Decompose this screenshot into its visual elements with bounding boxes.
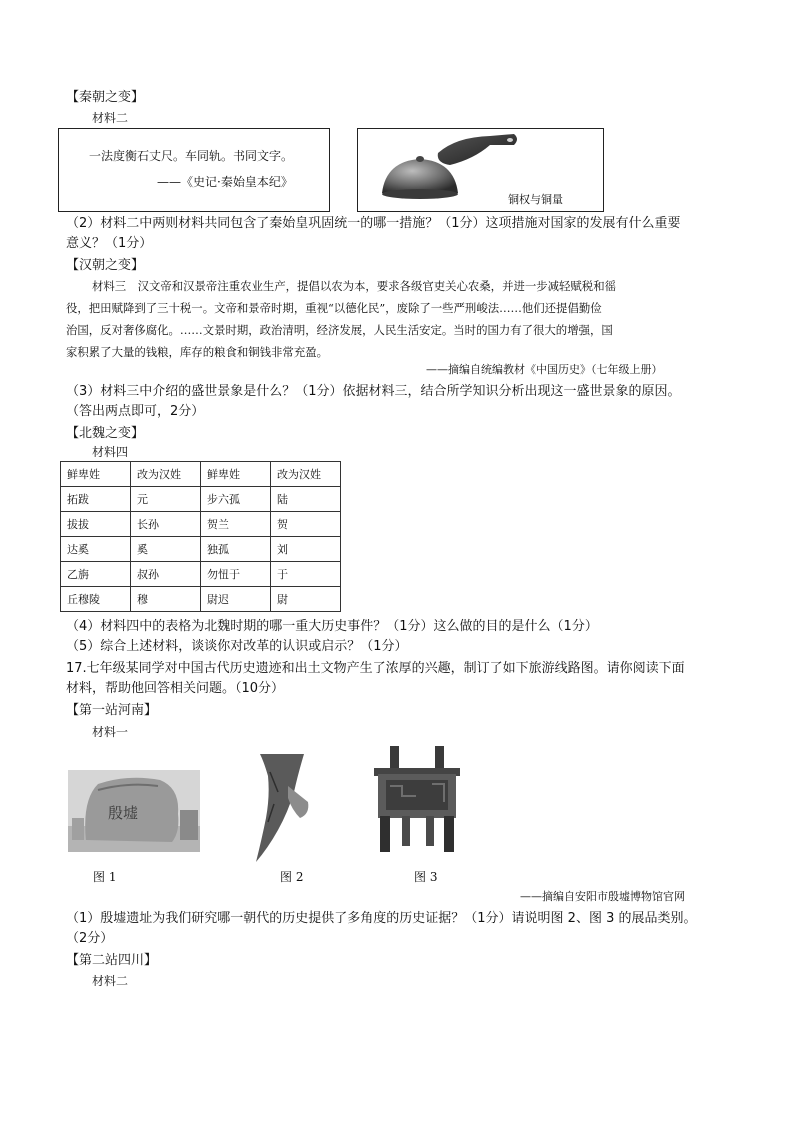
material-label: 材料二 [92,974,129,988]
question-2-line1: （2）材料二中两则材料共同包含了秦始皇巩固统一的哪一措施？（1分）这项措施对国家的发展有什么重要 [66,216,681,231]
oracle-bone-image [248,752,318,864]
material-label: 材料二 [92,111,129,125]
question-2-line2: 意义？（1分） [66,236,153,251]
monument-inscription: 殷墟 [108,804,139,822]
material-3-line1: 材料三 汉文帝和汉景帝注重农业生产，提倡以农为本，要求各级官吏关心农桑，并进一步减轻赋税和徭 [92,279,616,293]
table-cell: 步六孤 [201,487,271,512]
table-cell: 尉 [271,587,341,612]
han-section-header: 【汉朝之变】 [66,258,145,273]
table-cell: 乙旃 [61,562,131,587]
table-row [61,512,341,537]
material-3-line3: 治国，反对奢侈腐化。……文景时期，政治清明，经济发展，人民生活安定。当时的国力有了很大的增强，国 [66,323,613,337]
figures-source: ——摘编自安阳市殷墟博物馆官网 [520,890,685,903]
table-cell: 独孤 [201,537,271,562]
table-header-cell: 鲜卑姓 [61,462,131,487]
table-header-cell: 鲜卑姓 [201,462,271,487]
table-row [61,587,341,612]
table-cell: 尉迟 [201,587,271,612]
figure-1-caption: 图 1 [93,870,117,884]
table-cell: 达奚 [61,537,131,562]
table-cell: 拓跋 [61,487,131,512]
station-2-header: 【第二站四川】 [66,953,158,968]
table-row [61,537,341,562]
surname-change-table [60,461,341,612]
question-17-1-line1: （1）殷墟遗址为我们研究哪一朝代的历史提供了多角度的历史证据？（1分）请说明图 2、图 3 的展品类别。 [66,911,697,926]
table-cell: 拔拔 [61,512,131,537]
figure-2-caption: 图 2 [280,870,304,884]
table-cell: 贺兰 [201,512,271,537]
table-header-cell: 改为汉姓 [271,462,341,487]
material-3-line2: 役，把田赋降到了三十税一。文帝和景帝时期，重视“以德化民”，废除了一些严刑峻法……他们还提倡勤俭 [66,301,602,315]
question-4: （4）材料四中的表格为北魏时期的哪一重大历史事件？（1分）这么做的目的是什么（1分） [66,619,598,634]
station-1-header: 【第一站河南】 [66,703,158,718]
table-cell: 元 [131,487,201,512]
table-cell: 穆 [131,587,201,612]
table-cell: 长孙 [131,512,201,537]
photo-caption: 铜权与铜量 [508,193,563,206]
table-cell: 叔孙 [131,562,201,587]
question-17-intro-line2: 材料，帮助他回答相关问题。（10分） [66,681,285,696]
quote-box [58,128,330,212]
yinxu-stone-monument-image [68,770,200,852]
question-17-1-line2: （2分） [66,931,114,946]
figure-3-caption: 图 3 [414,870,438,884]
question-3-line1: （3）材料三中介绍的盛世景象是什么？（1分）依据材料三，结合所学知识分析出现这一盛世景象的原因。 [66,384,681,399]
photo-box [357,128,604,212]
table-cell: 丘穆陵 [61,587,131,612]
quote-text: 一法度衡石丈尺。车同轨。书同文字。 [89,149,294,163]
table-cell: 于 [271,562,341,587]
question-17-intro-line1: 17.七年级某同学对中国古代历史遗迹和出土文物产生了浓厚的兴趣，制订了如下旅游线路图。请你阅读下面 [66,661,685,676]
material-3-line4: 家积累了大量的钱粮，库存的粮食和铜钱非常充盈。 [66,345,328,359]
table-cell: 奚 [131,537,201,562]
table-row [61,562,341,587]
material-3-source: ——摘编自统编教材《中国历史》（七年级上册） [426,363,663,376]
table-cell: 勿忸于 [201,562,271,587]
bronze-ding-image [372,744,462,864]
material-label: 材料四 [92,445,129,459]
material-label: 材料一 [92,725,129,739]
table-header-row [61,462,341,487]
question-3-line2: （答出两点即可，2分） [66,404,205,419]
table-cell: 刘 [271,537,341,562]
table-row [61,487,341,512]
qin-section-header: 【秦朝之变】 [66,90,145,105]
table-header-cell: 改为汉姓 [131,462,201,487]
table-cell: 贺 [271,512,341,537]
table-cell: 陆 [271,487,341,512]
beiwei-section-header: 【北魏之变】 [66,426,145,441]
question-5: （5）综合上述材料，谈谈你对改革的认识或启示？（1分） [66,639,408,654]
quote-source: ——《史记·秦始皇本纪》 [157,175,293,189]
